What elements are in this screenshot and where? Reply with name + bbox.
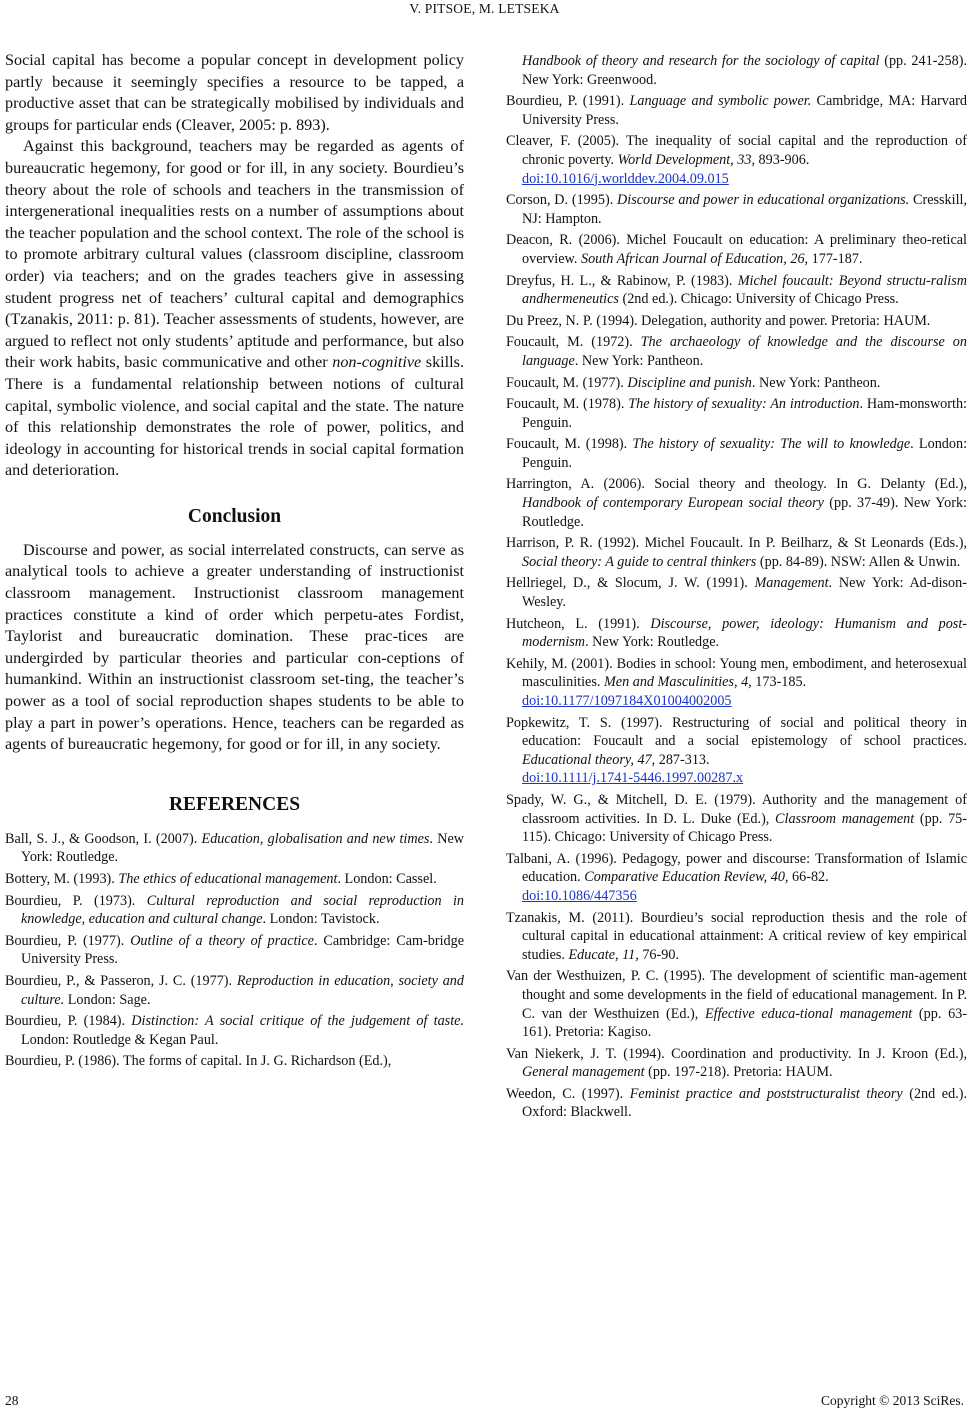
reference-entry: Harrington, A. (2006). Social theory and theology. In G. Delanty (Ed.), Handbook of contemporary European social theory (pp. 37-49). New York: Routledge.: [506, 476, 967, 530]
page-number: 28: [5, 1393, 19, 1408]
reference-entry: Foucault, M. (1998). The history of sexuality: The will to knowledge. London: Penguin.: [506, 436, 968, 471]
reference-entry: Bottery, M. (1993). The ethics of educational management. London: Cassel.: [5, 871, 437, 887]
reference-list-left: [5, 830, 464, 1071]
reference-entry: Popkewitz, T. S. (1997). Restructuring of social and political theory in education: Foucault and a social epistemology of school practices. Educational theory, 47, 287-313. doi:10.1111/j.1741-5446.1997.00287.x: [506, 714, 967, 787]
reference-entry: Spady, W. G., & Mitchell, D. E. (1979). Authority and the management of classroom activities. In D. L. Duke (Ed.), Classroom management (pp. 75-115). Chicago: University of Chicago Press.: [506, 791, 967, 846]
reference-entry: Harrison, P. R. (1992). Michel Foucault. In P. Beilharz, & St Leonards (Eds.), Social theory: A guide to central thinkers (pp. 84-89). NSW: Allen & Unwin.: [506, 535, 967, 570]
italic-term: non-cognitive: [332, 353, 422, 372]
reference-entry: Weedon, C. (1997). Feminist practice and poststructuralist theory (2nd ed.). Oxford: Blackwell.: [506, 1085, 967, 1121]
body-paragraph: Social capital has become a popular concept in development policy partly because it seemingly specifies a resource to be tapped, a productive asset that can be strategically mobilised by individuals and groups for particular ends (Cleaver, 2005: p. 893).: [5, 51, 464, 134]
reference-entry: Tzanakis, M. (2011). Bourdieu’s social reproduction thesis and the role of cultural capital in educational attainment: A critical review of key empirical studies. Educate, 11, 76-90.: [506, 909, 967, 963]
reference-entry: Du Preez, N. P. (1994). Delegation, authority and power. Pretoria: HAUM.: [506, 312, 931, 329]
body-paragraph: Against this background, teachers may be regarded as agents of bureaucratic hegemony, for good or for ill, in any society. Bourdieu’s theory about the role of schools and teachers in the transmission of intergenerational inequalities rests on a number of assumptions about the teacher population and the school context. The role of the school is to promote arbitrary cultural values (classroom discipline, classroom order) via teachers; and on the grades teachers give in assessing student progress net of teachers’ cultural capital and demographics (Tzanakis, 2011: p. 81). Teacher assessments of students, however, are argued to reflect not only students’ aptitude and performance, but also their work habits, basic communicative and other non-cognitive skills. There is a fundamental relationship between notions of cultural capital, symbolic violence, and social capital and the state. The nature of this relationship demonstrates the role of power, politics, and ideology in accounting for historical trends in social capital formation and deterioration.: [5, 137, 465, 480]
reference-entry: Bourdieu, P. (1984). Distinction: A social critique of the judgement of taste. London: Routledge & Kegan Paul.: [5, 1013, 464, 1048]
reference-entry: Talbani, A. (1996). Pedagogy, power and discourse: Transformation of Islamic education. Comparative Education Review, 40, 66-82. doi:10.1086/447356: [506, 850, 967, 904]
running-head: V. PITSOE, M. LETSEKA: [409, 1, 560, 16]
right-column: [506, 52, 967, 1125]
references-heading: REFERENCES: [168, 793, 301, 815]
reference-entry: Bourdieu, P. (1973). Cultural reproduction and social reproduction in knowledge, education and cultural change. London: Tavistock.: [5, 892, 464, 928]
reference-entry: Foucault, M. (1977). Discipline and punish. New York: Pantheon.: [506, 374, 881, 391]
reference-entry: Corson, D. (1995). Discourse and power in educational organizations. Cresskill, NJ: Hampton.: [506, 192, 967, 227]
reference-entry: Cleaver, F. (2005). The inequality of social capital and the reproduction of chronic poverty. World Development, 33, 893-906. doi:10.1016/j.worlddev.2004.09.015: [506, 133, 967, 187]
reference-entry: Bourdieu, P. (1986). The forms of capital. In J. G. Richardson (Ed.),: [5, 1053, 392, 1070]
reference-entry: Bourdieu, P., & Passeron, J. C. (1977). Reproduction in education, society and culture. London: Sage.: [5, 972, 464, 1008]
reference-entry: Deacon, R. (2006). Michel Foucault on education: A preliminary theo-retical overview. South African Journal of Education, 26, 177-187.: [506, 232, 967, 267]
copyright-notice: Copyright © 2013 SciRes.: [820, 1393, 964, 1408]
reference-entry: Foucault, M. (1972). The archaeology of knowledge and the discourse on language. New York: Pantheon.: [506, 334, 967, 369]
conclusion-paragraph: Discourse and power, as social interrelated constructs, can serve as analytical tools to achieve a greater understanding of instructionist classroom management. Instructionist classroom management practices constitute a kind of order which perpetu-ates Fordist, Taylorist and bureaucratic domination. These prac-tices are undergirded by particular theories and particular con-ceptions of humankind. Within an instructionist classroom set-ting, the teacher’s power as a tool of social reproduction shapes students to be able to play a part in power’s operations. Hence, teachers can be regarded as agents of bureaucratic hegemony, for good or for ill, in any society.: [5, 540, 464, 754]
reference-entry: Hellriegel, D., & Slocum, J. W. (1991). Management. New York: Ad-dison-Wesley.: [506, 575, 967, 611]
conclusion-heading: Conclusion: [187, 505, 282, 527]
reference-entry: Dreyfus, H. L., & Rabinow, P. (1983). Michel foucault: Beyond structu-ralism andhermeneutics (2nd ed.). Chicago: University of Chicago Press.: [506, 272, 967, 308]
reference-entry: Van Niekerk, J. T. (1994). Coordination and productivity. In J. Kroon (Ed.), General management (pp. 197-218). Pretoria: HAUM.: [506, 1045, 967, 1081]
doi-link[interactable]: doi:10.1111/j.1741-5446.1997.00287.x: [522, 770, 744, 787]
left-column: [5, 50, 464, 1074]
reference-list-right: [506, 52, 967, 1122]
reference-entry: Bourdieu, P. (1991). Language and symbolic power. Cambridge, MA: Harvard University Press.: [506, 93, 967, 128]
doi-link[interactable]: doi:10.1016/j.worlddev.2004.09.015: [522, 170, 729, 187]
reference-entry: Van der Westhuizen, P. C. (1995). The development of scientific man-agement thought and some developments in the field of educational management. In P. C. van der Westhuizen (Ed.), Effective educa-tional management (pp. 63-161). Pretoria: Kagiso.: [506, 968, 968, 1041]
reference-entry: Bourdieu, P. (1977). Outline of a theory of practice. Cambridge: Cam-bridge University Press.: [5, 932, 464, 968]
reference-entry: Kehily, M. (2001). Bodies in school: Young men, embodiment, and heterosexual masculinities. Men and Masculinities, 4, 173-185. doi:10.1177/1097184X01004002005: [506, 655, 967, 709]
doi-link[interactable]: doi:10.1177/1097184X01004002005: [522, 693, 732, 709]
reference-entry: Ball, S. J., & Goodson, I. (2007). Education, globalisation and new times. New York: Routledge.: [5, 830, 465, 866]
reference-entry-continued: Handbook of theory and research for the sociology of capital (pp. 241-258). New York: Greenwood.: [522, 53, 967, 88]
reference-entry: Foucault, M. (1978). The history of sexuality: An introduction. Ham-monsworth: Penguin.: [506, 396, 967, 431]
reference-entry: Hutcheon, L. (1991). Discourse, power, ideology: Humanism and post-modernism. New York: Routledge.: [506, 615, 967, 651]
doi-link[interactable]: doi:10.1086/447356: [522, 887, 637, 904]
